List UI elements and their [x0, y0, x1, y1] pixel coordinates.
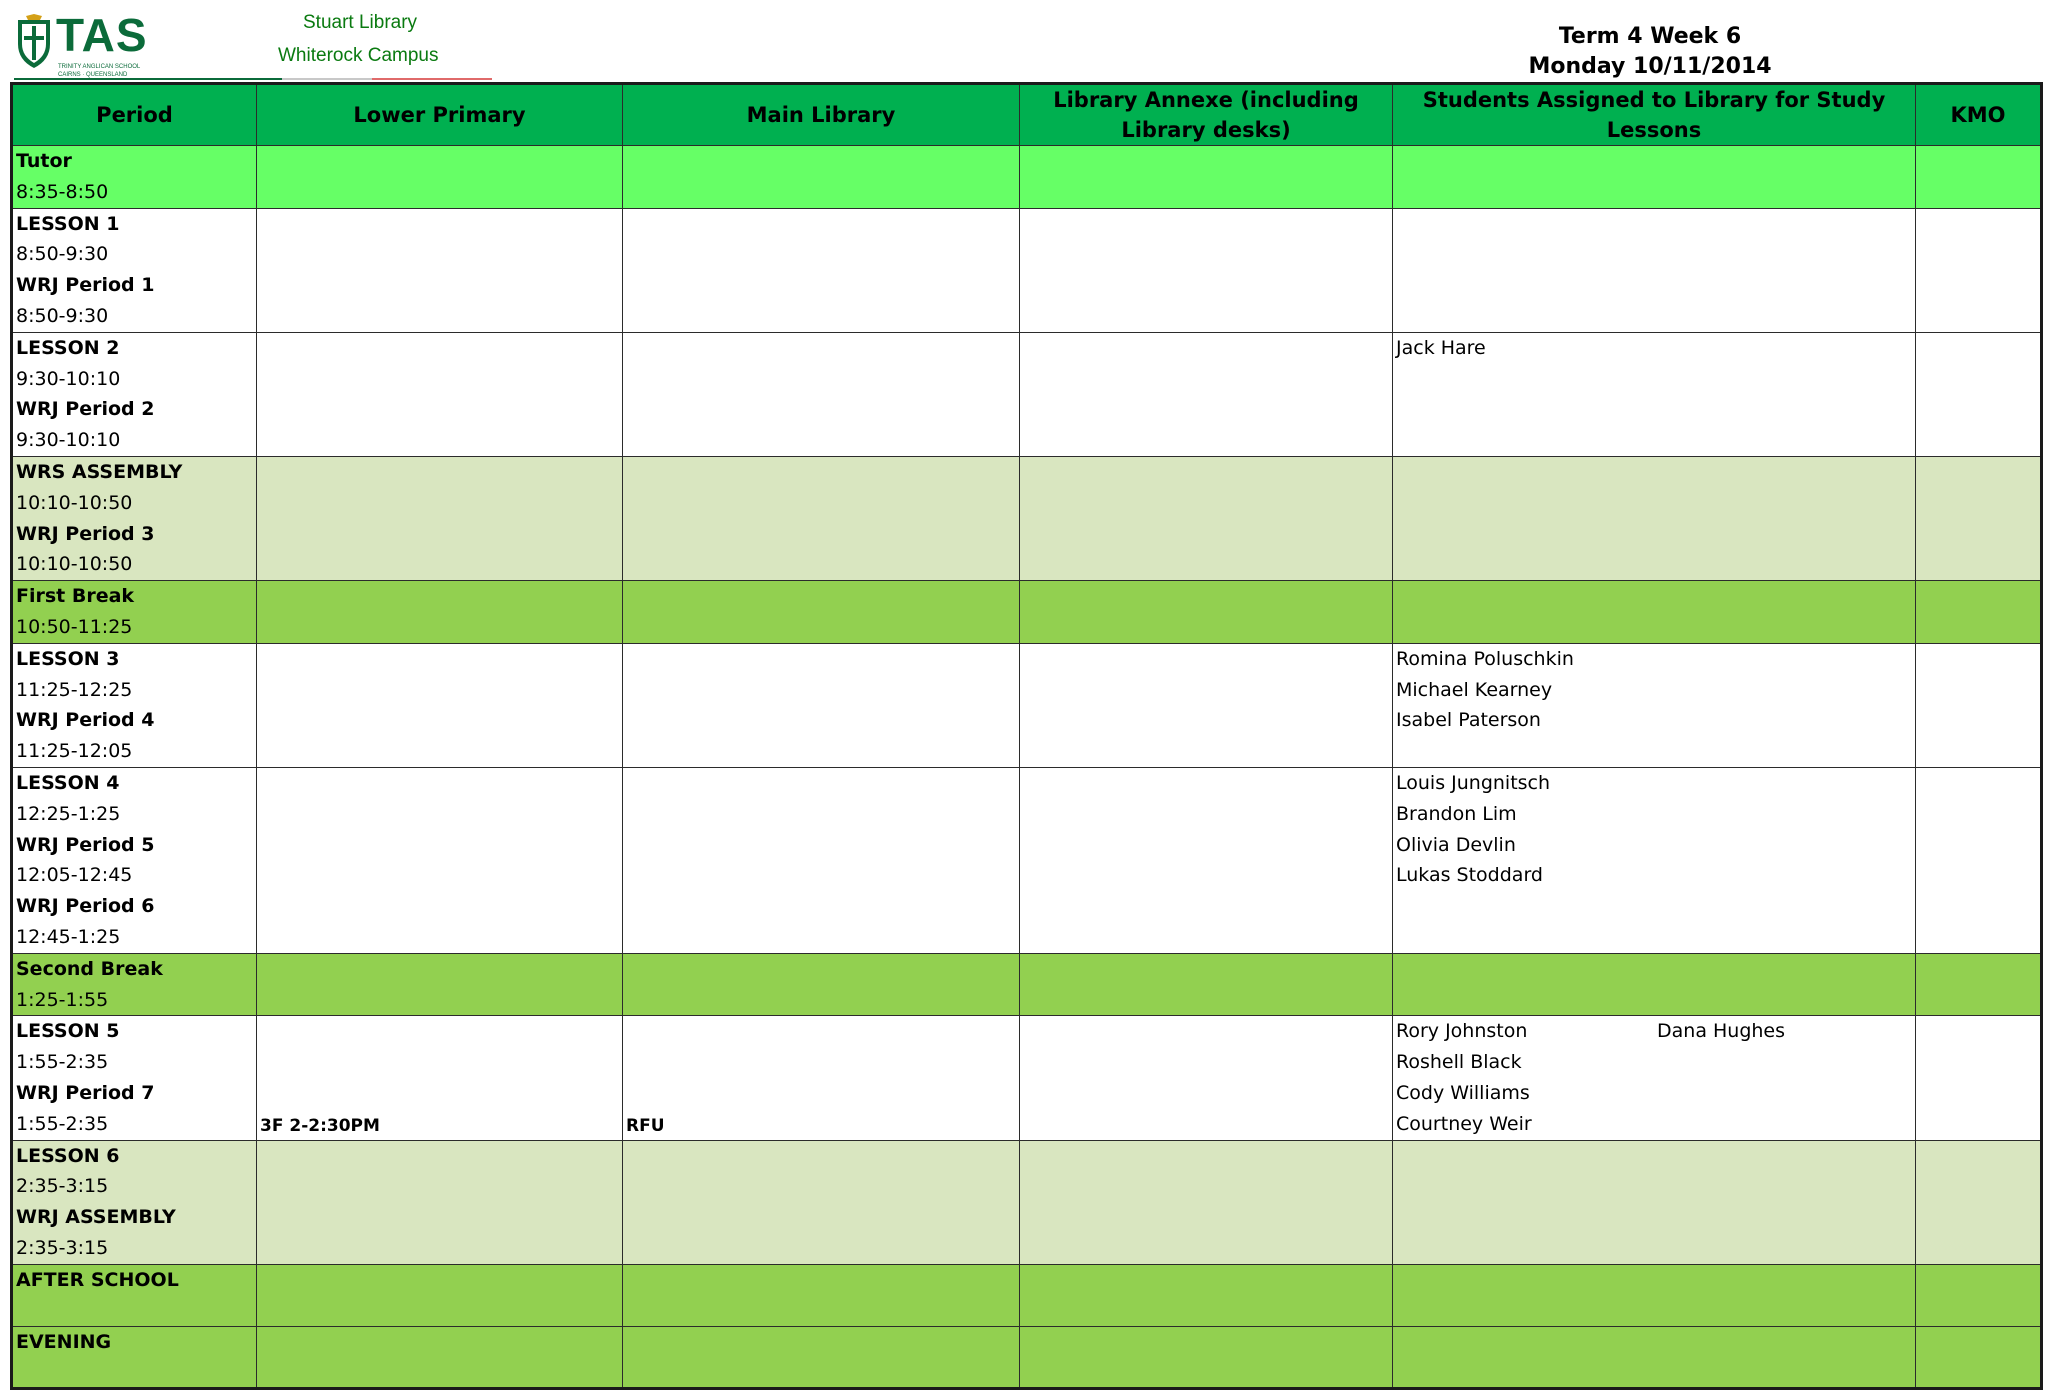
period-time: 10:10-10:50: [16, 553, 133, 576]
lower-primary-cell: [257, 1326, 623, 1388]
library-annexe-cell: [1020, 643, 1393, 767]
student-name: Louis Jungnitsch: [1396, 771, 1551, 794]
students-cell: [1393, 1140, 1916, 1264]
library-annexe-cell: [1020, 581, 1393, 644]
main-library-cell: [623, 1140, 1020, 1264]
period-time: 12:05-12:45: [16, 864, 133, 887]
period-cell: [12, 581, 257, 644]
period-time: 1:25-1:55: [16, 988, 109, 1011]
period-time: 8:50-9:30: [16, 243, 109, 266]
library-annexe-cell: [1020, 1140, 1393, 1264]
schedule-date: Monday 10/11/2014: [1528, 54, 1772, 79]
student-name: Rory Johnston: [1396, 1020, 1528, 1043]
period-cell: [12, 643, 257, 767]
kmo-cell: [1916, 146, 2042, 209]
period-name: WRJ Period 7: [16, 1081, 155, 1104]
main-library-cell: [623, 767, 1020, 953]
students-cell: [1393, 767, 1916, 953]
students-cell: [1393, 1016, 1916, 1140]
table-row: [12, 1140, 2042, 1264]
period-time: 1:55-2:35: [16, 1112, 109, 1135]
main-library-cell: [623, 332, 1020, 456]
period-cell: [12, 1140, 257, 1264]
period-name: WRS ASSEMBLY: [16, 460, 183, 483]
main-library-cell: [623, 581, 1020, 644]
period-time: 8:35-8:50: [16, 180, 109, 203]
library-annexe-cell: [1020, 332, 1393, 456]
period-name: WRJ Period 3: [16, 522, 155, 545]
period-cell: [12, 1326, 257, 1388]
students-cell: [1393, 1326, 1916, 1388]
kmo-cell: [1916, 953, 2042, 1016]
kmo-cell: [1916, 643, 2042, 767]
students-cell: [1393, 1264, 1916, 1326]
period-name: LESSON 2: [16, 336, 120, 359]
main-library-cell: [623, 1016, 1020, 1140]
library-annexe-cell: [1020, 767, 1393, 953]
period-name: WRJ ASSEMBLY: [16, 1206, 176, 1229]
period-name: WRJ Period 4: [16, 709, 155, 732]
period-name: Second Break: [16, 957, 163, 980]
column-header-lower-primary: Lower Primary: [257, 84, 623, 146]
students-cell: [1393, 146, 1916, 209]
period-time: 2:35-3:15: [16, 1175, 109, 1198]
period-name: WRJ Period 2: [16, 398, 155, 421]
period-cell: [12, 953, 257, 1016]
period-time: 10:10-10:50: [16, 491, 133, 514]
logo-subtitle: TRINITY ANGLICAN SCHOOL: [58, 64, 141, 70]
period-cell: [12, 767, 257, 953]
lower-primary-cell: [257, 332, 623, 456]
library-annexe-cell: [1020, 456, 1393, 580]
student-name: Courtney Weir: [1396, 1112, 1532, 1135]
lower-primary-cell: [257, 1016, 623, 1140]
student-name: Cody Williams: [1396, 1081, 1530, 1104]
student-name: Michael Kearney: [1396, 678, 1553, 701]
table-row: [12, 456, 2042, 580]
students-cell: [1393, 643, 1916, 767]
table-row: [12, 146, 2042, 209]
kmo-cell: [1916, 456, 2042, 580]
main-library-cell: [623, 643, 1020, 767]
students-cell: [1393, 581, 1916, 644]
column-header-students-assigned: Students Assigned to Library for Study Lessons: [1393, 84, 1916, 146]
student-name: Lukas Stoddard: [1396, 864, 1543, 887]
lower-primary-cell: [257, 1140, 623, 1264]
library-annexe-cell: [1020, 1016, 1393, 1140]
library-schedule-table: [10, 82, 2043, 1390]
lower-primary-cell: [257, 146, 623, 209]
library-annexe-cell: [1020, 953, 1393, 1016]
kmo-cell: [1916, 1326, 2042, 1388]
period-time: 9:30-10:10: [16, 367, 121, 390]
school-logo: [14, 10, 154, 78]
lower-primary-cell: [257, 1264, 623, 1326]
column-header-kmo: KMO: [1916, 84, 2042, 146]
lower-primary-cell: [257, 208, 623, 332]
main-library-cell: [623, 1264, 1020, 1326]
library-annexe-cell: [1020, 1326, 1393, 1388]
lower-primary-cell: [257, 767, 623, 953]
period-cell: [12, 208, 257, 332]
table-row: [12, 953, 2042, 1016]
table-row: [12, 581, 2042, 644]
table-row: [12, 767, 2042, 953]
library-annexe-cell: [1020, 146, 1393, 209]
period-cell: [12, 456, 257, 580]
period-time: 12:25-1:25: [16, 802, 121, 825]
crest-icon: [14, 14, 54, 70]
period-time: 2:35-3:15: [16, 1236, 109, 1259]
period-name: WRJ Period 5: [16, 833, 155, 856]
lower-primary-cell: [257, 456, 623, 580]
student-name: Dana Hughes: [1657, 1020, 1786, 1043]
kmo-cell: [1916, 1264, 2042, 1326]
kmo-cell: [1916, 1016, 2042, 1140]
main-library-cell: [623, 208, 1020, 332]
period-name: WRJ Period 6: [16, 895, 155, 918]
period-time: 11:25-12:25: [16, 678, 133, 701]
kmo-cell: [1916, 208, 2042, 332]
header-deco-grey: [282, 78, 372, 80]
campus-name: Whiterock Campus: [278, 45, 439, 66]
student-name: Roshell Black: [1396, 1051, 1522, 1074]
library-name: Stuart Library: [303, 12, 418, 33]
period-name: LESSON 1: [16, 212, 120, 235]
period-name: LESSON 3: [16, 647, 120, 670]
student-name: Olivia Devlin: [1396, 833, 1516, 856]
period-cell: [12, 146, 257, 209]
table-row: [12, 332, 2042, 456]
column-header-main-library: Main Library: [623, 84, 1020, 146]
table-row: [12, 643, 2042, 767]
student-name: Isabel Paterson: [1396, 709, 1541, 732]
period-name: WRJ Period 1: [16, 274, 155, 297]
period-name: LESSON 5: [16, 1020, 120, 1043]
kmo-cell: [1916, 1140, 2042, 1264]
lower-primary-booking: 3F 2-2:30PM: [260, 1115, 380, 1136]
period-time: 9:30-10:10: [16, 429, 121, 452]
table-header-row: [12, 84, 2042, 146]
lower-primary-cell: [257, 643, 623, 767]
student-name: Romina Poluschkin: [1396, 647, 1574, 670]
main-library-booking: RFU: [626, 1115, 665, 1136]
period-name: Tutor: [16, 150, 72, 172]
students-cell: [1393, 456, 1916, 580]
period-name: First Break: [16, 585, 135, 608]
header-deco-red: [372, 78, 492, 80]
table-row: [12, 1016, 2042, 1140]
library-annexe-cell: [1020, 1264, 1393, 1326]
library-annexe-cell: [1020, 208, 1393, 332]
period-name: LESSON 4: [16, 771, 120, 794]
students-cell: [1393, 953, 1916, 1016]
term-week: Term 4 Week 6: [1558, 24, 1742, 49]
period-cell: [12, 332, 257, 456]
students-cell: [1393, 208, 1916, 332]
period-time: 11:25-12:05: [16, 740, 133, 763]
period-name: EVENING: [16, 1330, 112, 1353]
period-name: LESSON 6: [16, 1144, 120, 1167]
main-library-cell: [623, 953, 1020, 1016]
period-cell: [12, 1264, 257, 1326]
period-time: 10:50-11:25: [16, 615, 133, 638]
table-row: [12, 208, 2042, 332]
logo-location: CAIRNS · QUEENSLAND: [58, 72, 128, 78]
main-library-cell: [623, 146, 1020, 209]
kmo-cell: [1916, 767, 2042, 953]
students-cell: [1393, 332, 1916, 456]
kmo-cell: [1916, 581, 2042, 644]
table-row: [12, 1264, 2042, 1326]
column-header-library-annexe: Library Annexe (including Library desks): [1020, 84, 1393, 146]
period-time: 1:55-2:35: [16, 1051, 109, 1074]
period-name: AFTER SCHOOL: [16, 1268, 179, 1291]
period-cell: [12, 1016, 257, 1140]
kmo-cell: [1916, 332, 2042, 456]
logo-wordmark: TAS: [56, 9, 148, 61]
period-time: 8:50-9:30: [16, 304, 109, 327]
lower-primary-cell: [257, 953, 623, 1016]
table-row: [12, 1326, 2042, 1388]
lower-primary-cell: [257, 581, 623, 644]
period-time: 12:45-1:25: [16, 925, 121, 948]
header-divider: [14, 78, 294, 80]
column-header-period: Period: [12, 84, 257, 146]
main-library-cell: [623, 1326, 1020, 1388]
main-library-cell: [623, 456, 1020, 580]
student-name: Brandon Lim: [1396, 802, 1517, 825]
student-name: Jack Hare: [1396, 336, 1486, 359]
